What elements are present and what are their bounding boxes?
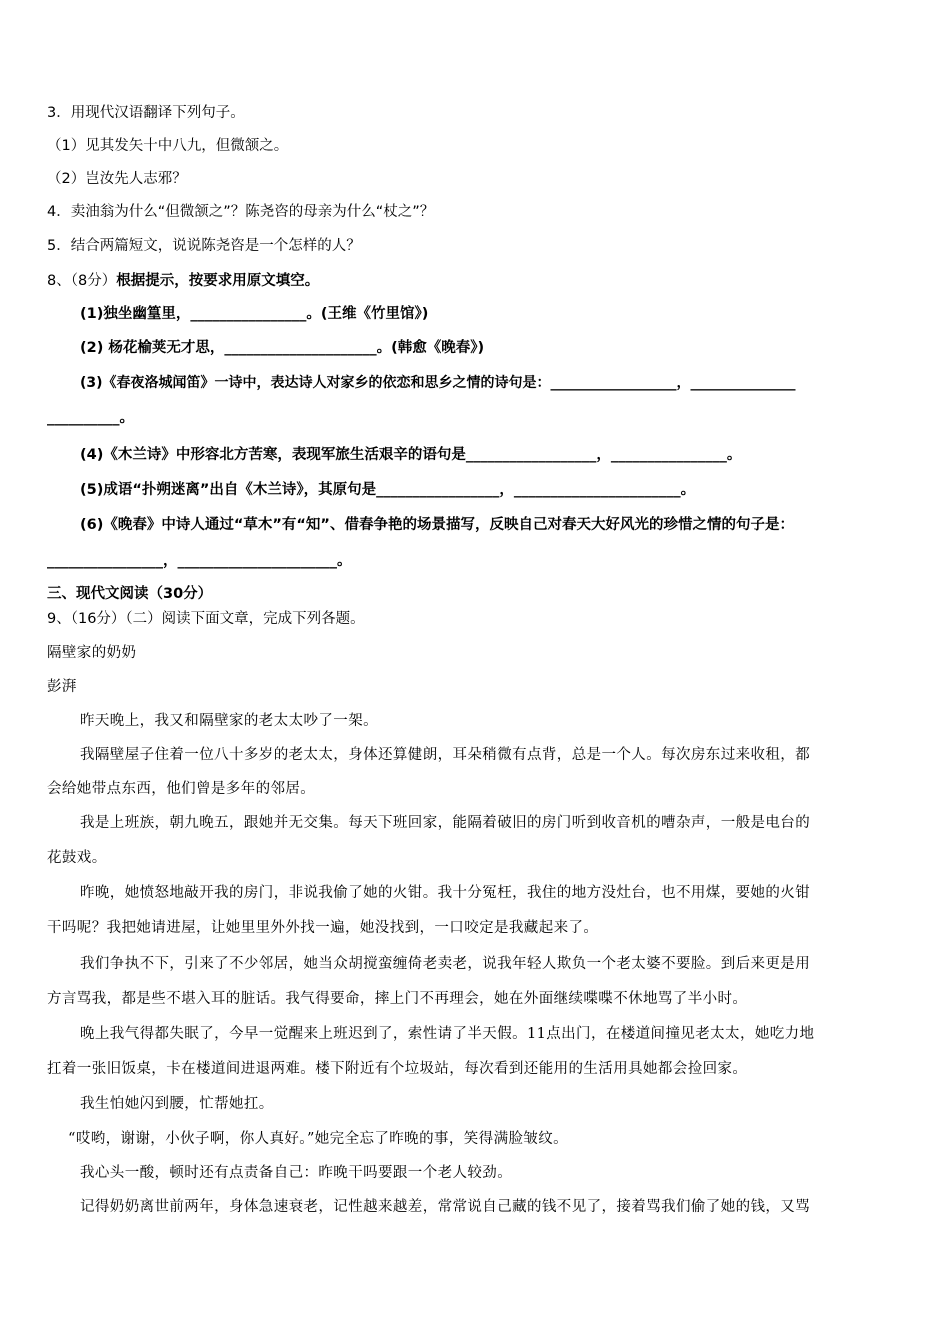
- question-9: 9、（16分）（二）阅读下面文章，完成下列各题。: [47, 611, 365, 627]
- article-paragraph-5-line-2: 方言骂我，都是些不堪入耳的脏话。我气得要命，摔上门不再理会，她在外面继续喋喋不休地骂了半小时。: [47, 991, 748, 1007]
- article-paragraph-2-line-1: 我隔壁屋子住着一位八十多岁的老太太，身体还算健朗，耳朵稍微有点背，总是一个人。每次房东过来收租，都: [80, 747, 811, 763]
- q8-item-3-line-2: __________。: [47, 410, 134, 426]
- q8-item-1: (1)独坐幽篁里，________________。(王维《竹里馆》): [80, 306, 429, 322]
- article-paragraph-9: 我心头一酸，顿时还有点责备自己：昨晚干吗要跟一个老人较劲。: [80, 1165, 513, 1181]
- question-3: 3．用现代汉语翻译下列句子。: [47, 105, 245, 121]
- article-paragraph-1: 昨天晚上，我又和隔壁家的老太太吵了一架。: [80, 713, 378, 729]
- article-paragraph-8: “哎哟，谢谢，小伙子啊，你人真好。”她完全忘了昨晚的事，笑得满脸皱纹。: [68, 1131, 569, 1147]
- article-paragraph-2-line-2: 会给她带点东西，他们曾是多年的邻居。: [47, 781, 316, 797]
- q8-item-5: (5)成语“扑朔迷离”出自《木兰诗》，其原句是_________________，_______________________。: [80, 482, 696, 498]
- question-3-1: （1）见其发矢十中八九，但微颔之。: [47, 138, 289, 154]
- article-title: 隔壁家的奶奶: [47, 645, 137, 661]
- question-8-number: 8、（8分）: [47, 273, 117, 289]
- q8-item-3-line-1: (3)《春夜洛城闻笛》一诗中，表达诗人对家乡的依恋和思乡之情的诗句是：__________________，_______________: [80, 375, 796, 391]
- q8-item-4: (4)《木兰诗》中形容北方苦寒，表现军旅生活艰辛的语句是__________________，________________。: [80, 447, 742, 463]
- section-3-title: 三、现代文阅读（30分）: [47, 586, 213, 602]
- article-paragraph-4-line-1: 昨晚，她愤怒地敲开我的房门，非说我偷了她的火钳。我十分冤枉，我住的地方没灶台，也不用煤，要她的火钳: [80, 885, 811, 901]
- q8-item-6-line-2: ________________，______________________。: [47, 553, 352, 569]
- question-8-instruction: 根据提示，按要求用原文填空。: [116, 273, 320, 289]
- article-paragraph-3-line-2: 花鼓戏。: [47, 850, 107, 866]
- article-paragraph-7: 我生怕她闪到腰，忙帮她扛。: [80, 1096, 274, 1112]
- q8-item-2: (2) 杨花榆荚无才思，_____________________。(韩愈《晚春》): [80, 340, 485, 356]
- article-author: 彭湃: [47, 679, 77, 695]
- question-5: 5．结合两篇短文，说说陈尧咨是一个怎样的人？: [47, 238, 361, 254]
- article-paragraph-4-line-2: 干吗呢？我把她请进屋，让她里里外外找一遍，她没找到，一口咬定是我藏起来了。: [47, 920, 599, 936]
- question-3-2: （2）岂汝先人志邪？: [47, 171, 187, 187]
- article-paragraph-3-line-1: 我是上班族，朝九晚五，跟她并无交集。每天下班回家，能隔着破旧的房门听到收音机的嘈杂声，一般是电台的: [80, 815, 811, 831]
- question-8-heading: [47, 271, 319, 291]
- question-4: 4．卖油翁为什么“但微颔之”？陈尧咨的母亲为什么“杖之”？: [47, 204, 435, 220]
- article-paragraph-5-line-1: 我们争执不下，引来了不少邻居，她当众胡搅蛮缠倚老卖老，说我年轻人欺负一个老太婆不要脸。到后来更是用: [80, 956, 811, 972]
- article-paragraph-10-line-1: 记得奶奶离世前两年，身体急速衰老，记性越来越差，常常说自己藏的钱不见了，接着骂我们偷了她的钱，又骂: [80, 1199, 811, 1215]
- article-paragraph-6-line-2: 扛着一张旧饭桌，卡在楼道间进退两难。楼下附近有个垃圾站，每次看到还能用的生活用具她都会捡回家。: [47, 1061, 748, 1077]
- article-paragraph-6-line-1: 晚上我气得都失眠了，今早一觉醒来上班迟到了，索性请了半天假。11点出门，在楼道间撞见老太太，她吃力地: [80, 1026, 815, 1042]
- q8-item-6-line-1: (6)《晚春》中诗人通过“草木”有“知”、借春争艳的场景描写，反映自己对春天大好风光的珍惜之情的句子是：: [80, 517, 794, 533]
